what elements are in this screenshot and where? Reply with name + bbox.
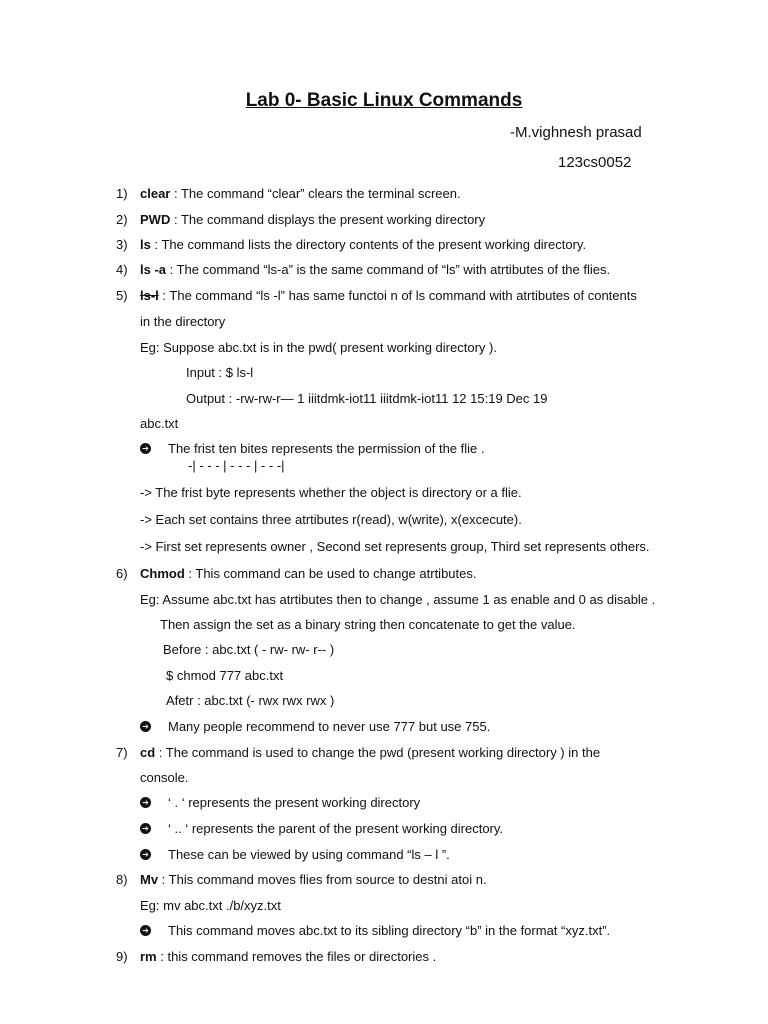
example-text: Eg: Assume abc.txt has atrtibutes then to change , assume 1 as enable and 0 as disable . [140, 592, 656, 607]
command-description: : The command “ls -l” has same functoi n of ls command with atrtibutes of contents [158, 288, 637, 303]
item-number: 6) [116, 566, 128, 581]
bullet-text: These can be viewed by using command “ls – l ”. [168, 847, 450, 862]
bullet-arrow-icon: ➔ [140, 797, 151, 808]
example-text: Eg: Suppose abc.txt is in the pwd( present working directory ). [140, 340, 497, 355]
example-output-continued: abc.txt [140, 416, 179, 431]
item-number: 1) [116, 186, 128, 201]
note-text: -> The frist byte represents whether the object is directory or a flie. [140, 485, 522, 500]
list-item-cd [140, 745, 600, 761]
command-name: PWD [140, 212, 171, 227]
bullet-arrow-icon: ➔ [140, 443, 151, 454]
example-text: Eg: mv abc.txt ./b/xyz.txt [140, 898, 281, 913]
page-title: Lab 0- Basic Linux Commands [245, 90, 523, 111]
example-input: Input : $ ls-l [186, 365, 254, 380]
author-name: -M.vighnesh prasad [510, 124, 642, 141]
list-item-clear [140, 186, 461, 202]
bullet-text: ‘ . ‘ represents the present working directory [168, 795, 421, 810]
bullet-text: Many people recommend to never use 777 but use 755. [168, 719, 491, 734]
list-item-mv [140, 872, 487, 888]
command-description: : The command “ls-a” is the same command of “ls” with atrtibutes of the flies. [166, 262, 611, 277]
permission-pattern: -| - - - | - - - | - - -| [188, 458, 285, 473]
example-before: Before : abc.txt ( - rw- rw- r-- ) [163, 642, 335, 657]
list-item-ls [140, 237, 586, 253]
item-number: 4) [116, 262, 128, 277]
bullet-text: The frist ten bites represents the permission of the flie . [168, 441, 485, 456]
item-number: 9) [116, 949, 128, 964]
note-text: -> First set represents owner , Second set represents group, Third set represents others. [140, 539, 650, 554]
bullet-text: ‘ .. ‘ represents the parent of the present working directory. [168, 821, 504, 836]
description-continued: console. [140, 770, 189, 785]
description-continued: in the directory [140, 314, 226, 329]
list-item-rm [140, 949, 436, 965]
item-number: 3) [116, 237, 128, 252]
bullet-arrow-icon: ➔ [140, 823, 151, 834]
list-item-chmod [140, 566, 477, 582]
example-after: Afetr : abc.txt (- rwx rwx rwx ) [166, 693, 335, 708]
item-number: 8) [116, 872, 128, 887]
command-description: : The command is used to change the pwd (present working directory ) in the [155, 745, 601, 760]
command-description: : this command removes the files or directories . [156, 949, 437, 964]
list-item-ls-a [140, 262, 610, 278]
item-number: 5) [116, 288, 128, 303]
command-name: ls [140, 237, 151, 252]
command-description: : The command “clear” clears the terminal screen. [170, 186, 461, 201]
bullet-arrow-icon: ➔ [140, 849, 151, 860]
command-name: clear [140, 186, 171, 201]
command-name: rm [140, 949, 157, 964]
list-item-ls-l [140, 288, 637, 304]
example-output: Output : -rw-rw-r— 1 iiitdmk-iot11 iiitdmk-iot11 12 15:19 Dec 19 [186, 391, 548, 406]
example-text: Then assign the set as a binary string then concatenate to get the value. [160, 617, 576, 632]
command-name: Mv [140, 872, 159, 887]
item-number: 7) [116, 745, 128, 760]
command-name: Chmod [140, 566, 185, 581]
command-name: cd [140, 745, 156, 760]
command-name: ls -a [140, 262, 167, 277]
command-description: : The command displays the present working directory [170, 212, 486, 227]
roll-number: 123cs0052 [558, 154, 632, 171]
note-text: -> Each set contains three atrtibutes r(read), w(write), x(excecute). [140, 512, 522, 527]
command-name: ls-l [140, 288, 159, 303]
command-description: : The command lists the directory contents of the present working directory. [150, 237, 587, 252]
list-item-pwd [140, 212, 485, 228]
bullet-arrow-icon: ➔ [140, 721, 151, 732]
bullet-text: This command moves abc.txt to its sibling directory “b” in the format “xyz.txt”. [168, 923, 611, 938]
example-command: $ chmod 777 abc.txt [166, 668, 284, 683]
item-number: 2) [116, 212, 128, 227]
command-description: : This command can be used to change atrtibutes. [184, 566, 477, 581]
command-description: : This command moves flies from source to destni atoi n. [158, 872, 487, 887]
bullet-arrow-icon: ➔ [140, 925, 151, 936]
